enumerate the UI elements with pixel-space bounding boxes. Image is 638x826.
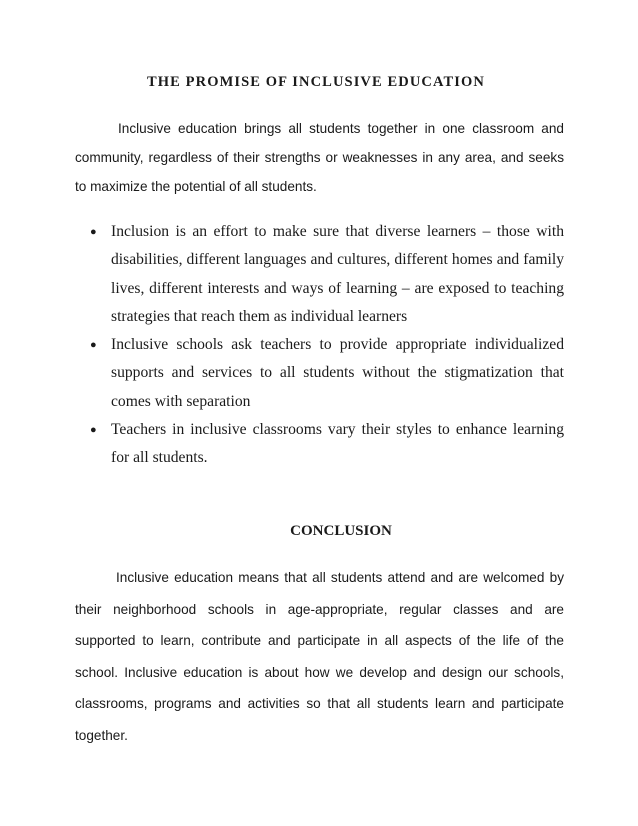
bullet-text: Inclusive schools ask teachers to provide appropriate individualized supports and services to all students without the stigmatization that comes with separation xyxy=(111,336,564,410)
list-item xyxy=(75,416,564,473)
document-title xyxy=(0,74,638,91)
document-title-text: THE PROMISE OF INCLUSIVE EDUCATION xyxy=(147,74,485,90)
bullet-text: Teachers in inclusive classrooms vary their styles to enhance learning for all students. xyxy=(111,421,564,467)
list-item xyxy=(75,218,564,331)
bullet-icon: ● xyxy=(90,339,97,352)
bullet-icon: ● xyxy=(90,424,97,437)
conclusion-heading xyxy=(0,523,638,540)
bullet-text: Inclusion is an effort to make sure that diverse learners – those with disabilities, different languages and cultures, different homes and family lives, different interests and ways of learning – are exposed to teaching strategies that reach them as individual learners xyxy=(111,223,564,325)
list-item xyxy=(75,331,564,416)
bullet-icon: ● xyxy=(90,226,97,238)
intro-paragraph: Inclusive education brings all students together in one classroom and community, regardless of their strengths or weaknesses in any area, and seeks to maximize the potential of all students. xyxy=(75,121,564,194)
bullet-list xyxy=(75,218,564,473)
conclusion-heading-text: CONCLUSION xyxy=(290,523,392,539)
conclusion-paragraph: Inclusive education means that all students attend and are welcomed by their neighborhood schools in age-appropriate, regular classes and are supported to learn, contribute and participate in all aspects of the life of the school. Inclusive education is about how we develop and design our schools, classrooms, programs and activities so that all students learn and participate together. xyxy=(75,570,564,743)
